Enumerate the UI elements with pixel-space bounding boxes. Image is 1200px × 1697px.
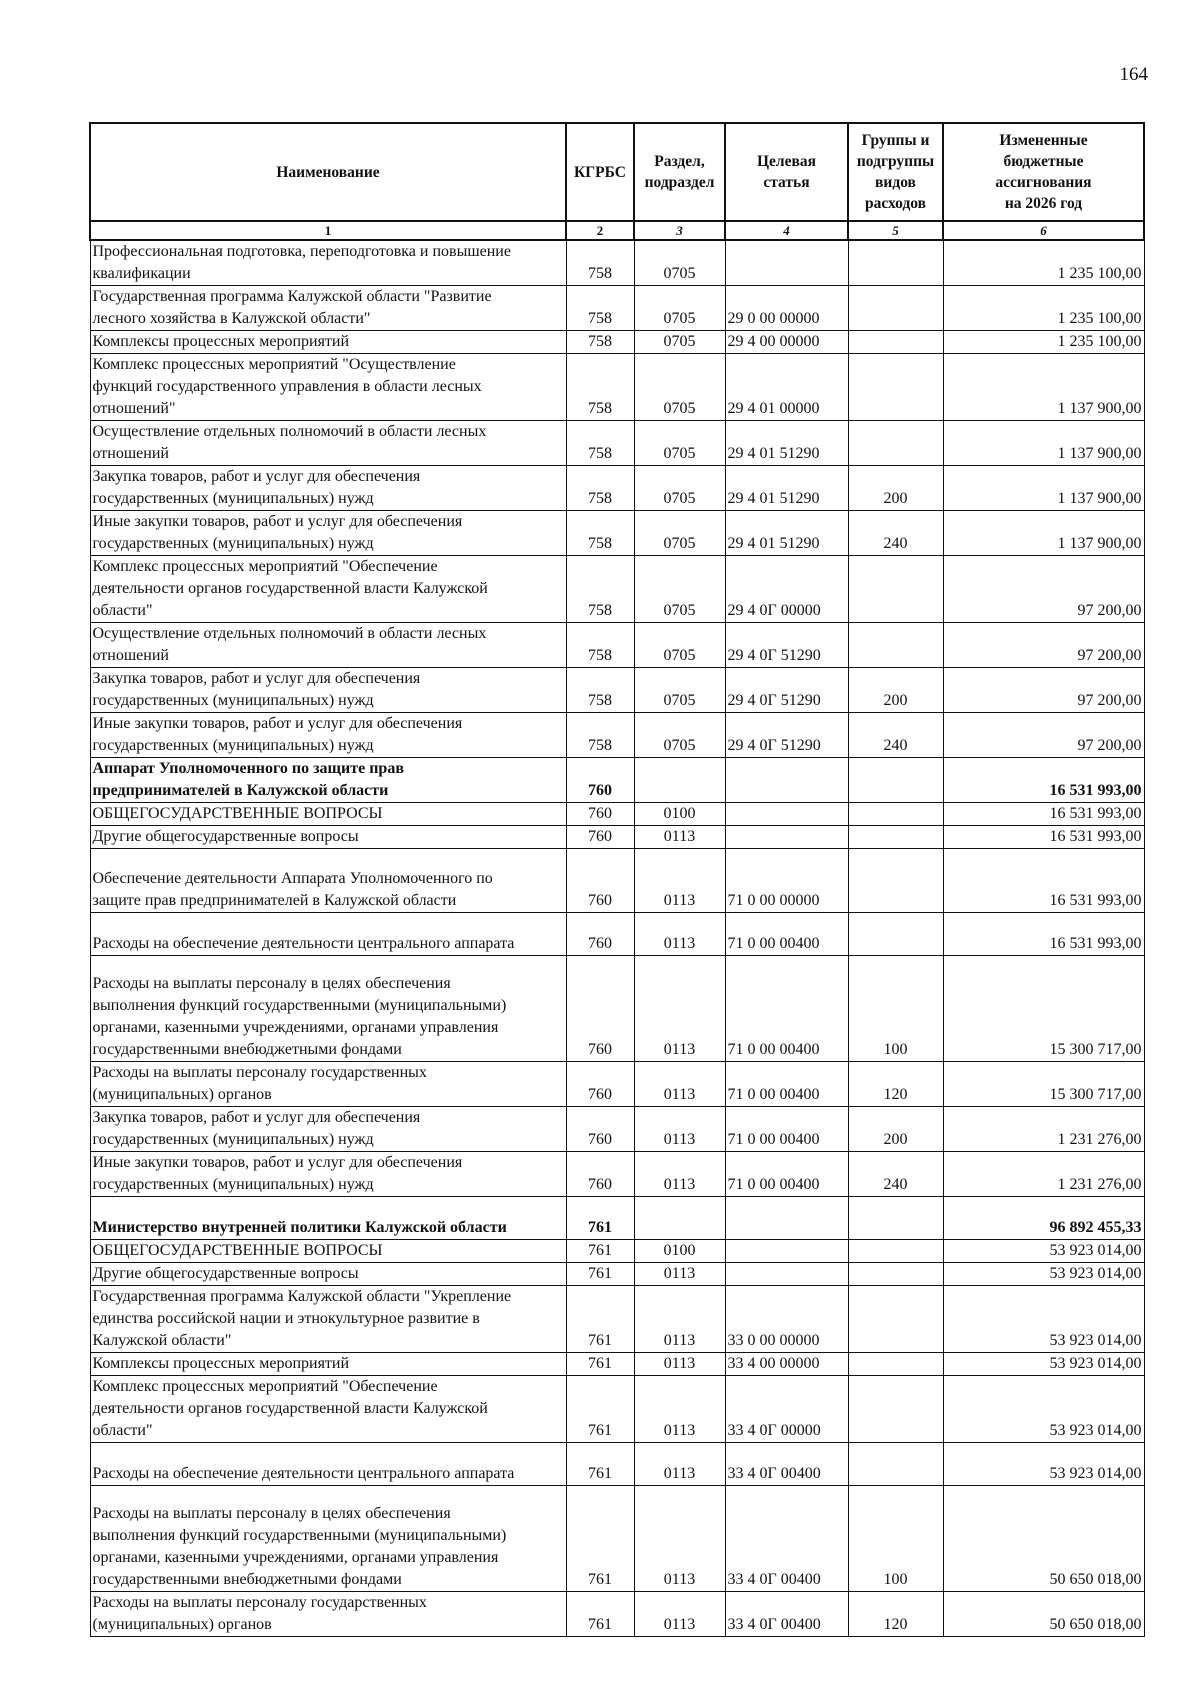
row-statya-cell: 71 0 00 00400	[725, 913, 848, 956]
row-sum-cell: 53 923 014,00	[943, 1353, 1144, 1376]
row-name-cell: Министерство внутренней политики Калужской области	[90, 1197, 566, 1240]
row-vid-cell: 100	[848, 956, 943, 1062]
row-razdel-cell: 0113	[634, 1107, 725, 1152]
row-razdel-cell: 0100	[634, 803, 725, 826]
row-sum-cell: 53 923 014,00	[943, 1286, 1144, 1353]
column-number: 3	[634, 221, 725, 240]
table-row	[90, 713, 1144, 758]
row-sum-cell: 1 235 100,00	[943, 240, 1144, 286]
row-sum-cell: 96 892 455,33	[943, 1197, 1144, 1240]
row-statya-cell: 29 4 01 00000	[725, 354, 848, 421]
row-vid-cell	[848, 240, 943, 286]
row-vid-cell: 240	[848, 511, 943, 556]
row-sum-cell: 16 531 993,00	[943, 849, 1144, 913]
row-name-cell: Осуществление отдельных полномочий в области лесных отношений	[90, 623, 566, 668]
row-razdel-cell: 0113	[634, 1353, 725, 1376]
header-name: Наименование	[90, 123, 566, 221]
row-name-cell: Государственная программа Калужской области "Развитие лесного хозяйства в Калужской области"	[90, 286, 566, 331]
row-name-cell: Государственная программа Калужской области "Укрепление единства российской нации и этнокультурное развитие в Калужской области"	[90, 1286, 566, 1353]
row-sum-cell: 97 200,00	[943, 556, 1144, 623]
row-sum-cell: 16 531 993,00	[943, 826, 1144, 849]
row-sum-cell: 53 923 014,00	[943, 1376, 1144, 1443]
row-vid-cell	[848, 758, 943, 803]
table-body	[90, 240, 1144, 1637]
table-row	[90, 668, 1144, 713]
row-name-cell: ОБЩЕГОСУДАРСТВЕННЫЕ ВОПРОСЫ	[90, 1240, 566, 1263]
page-number: 164	[1119, 64, 1148, 85]
row-razdel-cell: 0705	[634, 421, 725, 466]
row-vid-cell	[848, 354, 943, 421]
row-sum-cell: 1 235 100,00	[943, 286, 1144, 331]
row-vid-cell	[848, 421, 943, 466]
row-vid-cell	[848, 1263, 943, 1286]
row-razdel-cell: 0705	[634, 240, 725, 286]
row-statya-cell: 29 4 00 00000	[725, 331, 848, 354]
row-sum-cell: 1 137 900,00	[943, 511, 1144, 556]
row-kgrbs-cell: 760	[566, 956, 634, 1062]
table-row	[90, 826, 1144, 849]
row-razdel-cell: 0705	[634, 668, 725, 713]
table-row	[90, 1353, 1144, 1376]
row-statya-cell: 33 4 00 00000	[725, 1353, 848, 1376]
row-name-cell: Профессиональная подготовка, переподготовка и повышение квалификации	[90, 240, 566, 286]
row-statya-cell: 29 4 01 51290	[725, 421, 848, 466]
row-razdel-cell: 0705	[634, 286, 725, 331]
row-kgrbs-cell: 761	[566, 1263, 634, 1286]
row-vid-cell	[848, 1240, 943, 1263]
row-statya-cell	[725, 826, 848, 849]
row-name-cell: Иные закупки товаров, работ и услуг для обеспечения государственных (муниципальных) нужд	[90, 511, 566, 556]
row-statya-cell	[725, 803, 848, 826]
row-razdel-cell: 0705	[634, 556, 725, 623]
header-kgrbs: КГРБС	[566, 123, 634, 221]
row-kgrbs-cell: 758	[566, 286, 634, 331]
row-razdel-cell	[634, 758, 725, 803]
row-name-cell: Закупка товаров, работ и услуг для обеспечения государственных (муниципальных) нужд	[90, 466, 566, 511]
row-vid-cell: 200	[848, 466, 943, 511]
row-name-cell: Осуществление отдельных полномочий в области лесных отношений	[90, 421, 566, 466]
row-name-cell: Комплексы процессных мероприятий	[90, 1353, 566, 1376]
table-row	[90, 286, 1144, 331]
row-razdel-cell: 0113	[634, 1062, 725, 1107]
row-name-cell: Расходы на выплаты персоналу государственных (муниципальных) органов	[90, 1062, 566, 1107]
table-row	[90, 803, 1144, 826]
row-vid-cell	[848, 1376, 943, 1443]
row-name-cell: Расходы на обеспечение деятельности центрального аппарата	[90, 913, 566, 956]
row-name-cell: Другие общегосударственные вопросы	[90, 826, 566, 849]
row-vid-cell	[848, 1443, 943, 1486]
row-vid-cell	[848, 1286, 943, 1353]
row-kgrbs-cell: 761	[566, 1353, 634, 1376]
row-vid-cell	[848, 826, 943, 849]
row-statya-cell: 71 0 00 00400	[725, 1152, 848, 1197]
row-kgrbs-cell: 760	[566, 1152, 634, 1197]
table-row	[90, 354, 1144, 421]
row-name-cell: Аппарат Уполномоченного по защите прав предпринимателей в Калужской области	[90, 758, 566, 803]
column-number-row	[90, 221, 1144, 240]
table-row	[90, 1443, 1144, 1486]
row-sum-cell: 16 531 993,00	[943, 758, 1144, 803]
row-name-cell: Комплекс процессных мероприятий "Обеспечение деятельности органов государственной власти Калужской области"	[90, 1376, 566, 1443]
row-razdel-cell: 0113	[634, 1263, 725, 1286]
row-statya-cell: 71 0 00 00000	[725, 849, 848, 913]
row-kgrbs-cell: 760	[566, 849, 634, 913]
row-sum-cell: 97 200,00	[943, 668, 1144, 713]
row-kgrbs-cell: 758	[566, 668, 634, 713]
row-kgrbs-cell: 758	[566, 511, 634, 556]
table-row	[90, 1240, 1144, 1263]
row-kgrbs-cell: 758	[566, 713, 634, 758]
row-vid-cell	[848, 913, 943, 956]
row-vid-cell	[848, 1353, 943, 1376]
table-row	[90, 1107, 1144, 1152]
row-statya-cell: 29 4 01 51290	[725, 511, 848, 556]
row-statya-cell: 33 4 0Г 00400	[725, 1443, 848, 1486]
row-statya-cell: 33 4 0Г 00400	[725, 1486, 848, 1592]
row-statya-cell: 29 0 00 00000	[725, 286, 848, 331]
table-row	[90, 623, 1144, 668]
row-statya-cell: 71 0 00 00400	[725, 956, 848, 1062]
row-name-cell: Расходы на обеспечение деятельности центрального аппарата	[90, 1443, 566, 1486]
table-row	[90, 849, 1144, 913]
row-kgrbs-cell: 761	[566, 1486, 634, 1592]
header-razdel: Раздел, подраздел	[634, 123, 725, 221]
row-kgrbs-cell: 758	[566, 240, 634, 286]
budget-table	[89, 122, 1145, 1637]
row-name-cell: Расходы на выплаты персоналу государственных (муниципальных) органов	[90, 1592, 566, 1637]
row-statya-cell: 33 4 0Г 00400	[725, 1592, 848, 1637]
row-statya-cell	[725, 1263, 848, 1286]
row-statya-cell: 71 0 00 00400	[725, 1107, 848, 1152]
table-row	[90, 1486, 1144, 1592]
table-row	[90, 511, 1144, 556]
table-row	[90, 1376, 1144, 1443]
header-sum: Измененные бюджетные ассигнования на 2026 год	[943, 123, 1144, 221]
row-razdel-cell: 0113	[634, 826, 725, 849]
row-sum-cell: 53 923 014,00	[943, 1443, 1144, 1486]
row-name-cell: Расходы на выплаты персоналу в целях обеспечения выполнения функций государственными (муниципальными) органами, казенными учреждениями, органами управления государственными внебюджетными фондами	[90, 956, 566, 1062]
table-row	[90, 913, 1144, 956]
table-row	[90, 758, 1144, 803]
row-name-cell: Комплексы процессных мероприятий	[90, 331, 566, 354]
row-name-cell: Другие общегосударственные вопросы	[90, 1263, 566, 1286]
row-razdel-cell: 0113	[634, 956, 725, 1062]
row-vid-cell	[848, 556, 943, 623]
row-vid-cell	[848, 623, 943, 668]
row-vid-cell: 100	[848, 1486, 943, 1592]
row-kgrbs-cell: 761	[566, 1376, 634, 1443]
row-sum-cell: 15 300 717,00	[943, 1062, 1144, 1107]
row-kgrbs-cell: 758	[566, 331, 634, 354]
row-statya-cell	[725, 240, 848, 286]
row-kgrbs-cell: 758	[566, 623, 634, 668]
row-statya-cell: 29 4 0Г 51290	[725, 668, 848, 713]
row-kgrbs-cell: 760	[566, 913, 634, 956]
row-razdel-cell: 0100	[634, 1240, 725, 1263]
row-kgrbs-cell: 758	[566, 556, 634, 623]
row-razdel-cell: 0705	[634, 331, 725, 354]
row-razdel-cell: 0113	[634, 1152, 725, 1197]
row-razdel-cell: 0113	[634, 1592, 725, 1637]
table-row	[90, 1592, 1144, 1637]
table-row	[90, 331, 1144, 354]
row-name-cell: Расходы на выплаты персоналу в целях обеспечения выполнения функций государственными (муниципальными) органами, казенными учреждениями, органами управления государственными внебюджетными фондами	[90, 1486, 566, 1592]
row-sum-cell: 16 531 993,00	[943, 803, 1144, 826]
row-kgrbs-cell: 760	[566, 803, 634, 826]
table-row	[90, 556, 1144, 623]
header-vid: Группы и подгруппы видов расходов	[848, 123, 943, 221]
row-sum-cell: 16 531 993,00	[943, 913, 1144, 956]
row-vid-cell: 120	[848, 1062, 943, 1107]
column-number: 2	[566, 221, 634, 240]
row-vid-cell	[848, 331, 943, 354]
column-number: 5	[848, 221, 943, 240]
column-number: 4	[725, 221, 848, 240]
row-razdel-cell: 0113	[634, 913, 725, 956]
row-sum-cell: 1 137 900,00	[943, 354, 1144, 421]
row-vid-cell: 200	[848, 668, 943, 713]
row-sum-cell: 53 923 014,00	[943, 1240, 1144, 1263]
table-row	[90, 1062, 1144, 1107]
row-name-cell: ОБЩЕГОСУДАРСТВЕННЫЕ ВОПРОСЫ	[90, 803, 566, 826]
row-statya-cell: 71 0 00 00400	[725, 1062, 848, 1107]
row-statya-cell: 29 4 0Г 51290	[725, 713, 848, 758]
row-statya-cell: 33 0 00 00000	[725, 1286, 848, 1353]
row-vid-cell: 240	[848, 1152, 943, 1197]
row-sum-cell: 1 235 100,00	[943, 331, 1144, 354]
table-row	[90, 1286, 1144, 1353]
row-statya-cell	[725, 1197, 848, 1240]
table-row	[90, 240, 1144, 286]
row-razdel-cell: 0113	[634, 849, 725, 913]
row-sum-cell: 1 137 900,00	[943, 421, 1144, 466]
row-statya-cell	[725, 758, 848, 803]
table-row	[90, 466, 1144, 511]
row-kgrbs-cell: 761	[566, 1443, 634, 1486]
row-kgrbs-cell: 761	[566, 1592, 634, 1637]
row-sum-cell: 1 231 276,00	[943, 1152, 1144, 1197]
row-sum-cell: 1 137 900,00	[943, 466, 1144, 511]
row-vid-cell: 120	[848, 1592, 943, 1637]
header-row	[90, 123, 1144, 221]
row-vid-cell	[848, 286, 943, 331]
row-razdel-cell: 0113	[634, 1286, 725, 1353]
row-razdel-cell: 0705	[634, 623, 725, 668]
row-statya-cell	[725, 1240, 848, 1263]
row-vid-cell: 200	[848, 1107, 943, 1152]
row-vid-cell	[848, 849, 943, 913]
row-vid-cell: 240	[848, 713, 943, 758]
row-sum-cell: 97 200,00	[943, 713, 1144, 758]
row-name-cell: Обеспечение деятельности Аппарата Уполномоченного по защите прав предпринимателей в Калужской области	[90, 849, 566, 913]
row-kgrbs-cell: 760	[566, 1062, 634, 1107]
row-name-cell: Закупка товаров, работ и услуг для обеспечения государственных (муниципальных) нужд	[90, 668, 566, 713]
row-razdel-cell: 0705	[634, 713, 725, 758]
table-row	[90, 1263, 1144, 1286]
row-kgrbs-cell: 760	[566, 826, 634, 849]
column-number: 6	[943, 221, 1144, 240]
row-name-cell: Комплекс процессных мероприятий "Обеспечение деятельности органов государственной власти Калужской области"	[90, 556, 566, 623]
row-razdel-cell: 0705	[634, 511, 725, 556]
row-statya-cell: 33 4 0Г 00000	[725, 1376, 848, 1443]
row-kgrbs-cell: 761	[566, 1286, 634, 1353]
row-name-cell: Иные закупки товаров, работ и услуг для обеспечения государственных (муниципальных) нужд	[90, 713, 566, 758]
table-row	[90, 1152, 1144, 1197]
row-vid-cell	[848, 1197, 943, 1240]
row-sum-cell: 50 650 018,00	[943, 1592, 1144, 1637]
row-kgrbs-cell: 761	[566, 1197, 634, 1240]
row-kgrbs-cell: 761	[566, 1240, 634, 1263]
row-kgrbs-cell: 758	[566, 421, 634, 466]
table-row	[90, 421, 1144, 466]
row-sum-cell: 50 650 018,00	[943, 1486, 1144, 1592]
row-razdel-cell: 0113	[634, 1486, 725, 1592]
row-statya-cell: 29 4 01 51290	[725, 466, 848, 511]
row-vid-cell	[848, 803, 943, 826]
header-statya: Целевая статья	[725, 123, 848, 221]
row-razdel-cell: 0705	[634, 466, 725, 511]
row-name-cell: Комплекс процессных мероприятий "Осуществление функций государственного управления в области лесных отношений"	[90, 354, 566, 421]
row-name-cell: Закупка товаров, работ и услуг для обеспечения государственных (муниципальных) нужд	[90, 1107, 566, 1152]
row-kgrbs-cell: 760	[566, 1107, 634, 1152]
row-name-cell: Иные закупки товаров, работ и услуг для обеспечения государственных (муниципальных) нужд	[90, 1152, 566, 1197]
table-row	[90, 1197, 1144, 1240]
row-kgrbs-cell: 760	[566, 758, 634, 803]
row-kgrbs-cell: 758	[566, 466, 634, 511]
row-razdel-cell: 0705	[634, 354, 725, 421]
row-statya-cell: 29 4 0Г 00000	[725, 556, 848, 623]
row-sum-cell: 1 231 276,00	[943, 1107, 1144, 1152]
row-sum-cell: 15 300 717,00	[943, 956, 1144, 1062]
row-razdel-cell	[634, 1197, 725, 1240]
row-sum-cell: 97 200,00	[943, 623, 1144, 668]
row-kgrbs-cell: 758	[566, 354, 634, 421]
row-razdel-cell: 0113	[634, 1443, 725, 1486]
table-row	[90, 956, 1144, 1062]
row-statya-cell: 29 4 0Г 51290	[725, 623, 848, 668]
row-razdel-cell: 0113	[634, 1376, 725, 1443]
column-number: 1	[90, 221, 566, 240]
row-sum-cell: 53 923 014,00	[943, 1263, 1144, 1286]
